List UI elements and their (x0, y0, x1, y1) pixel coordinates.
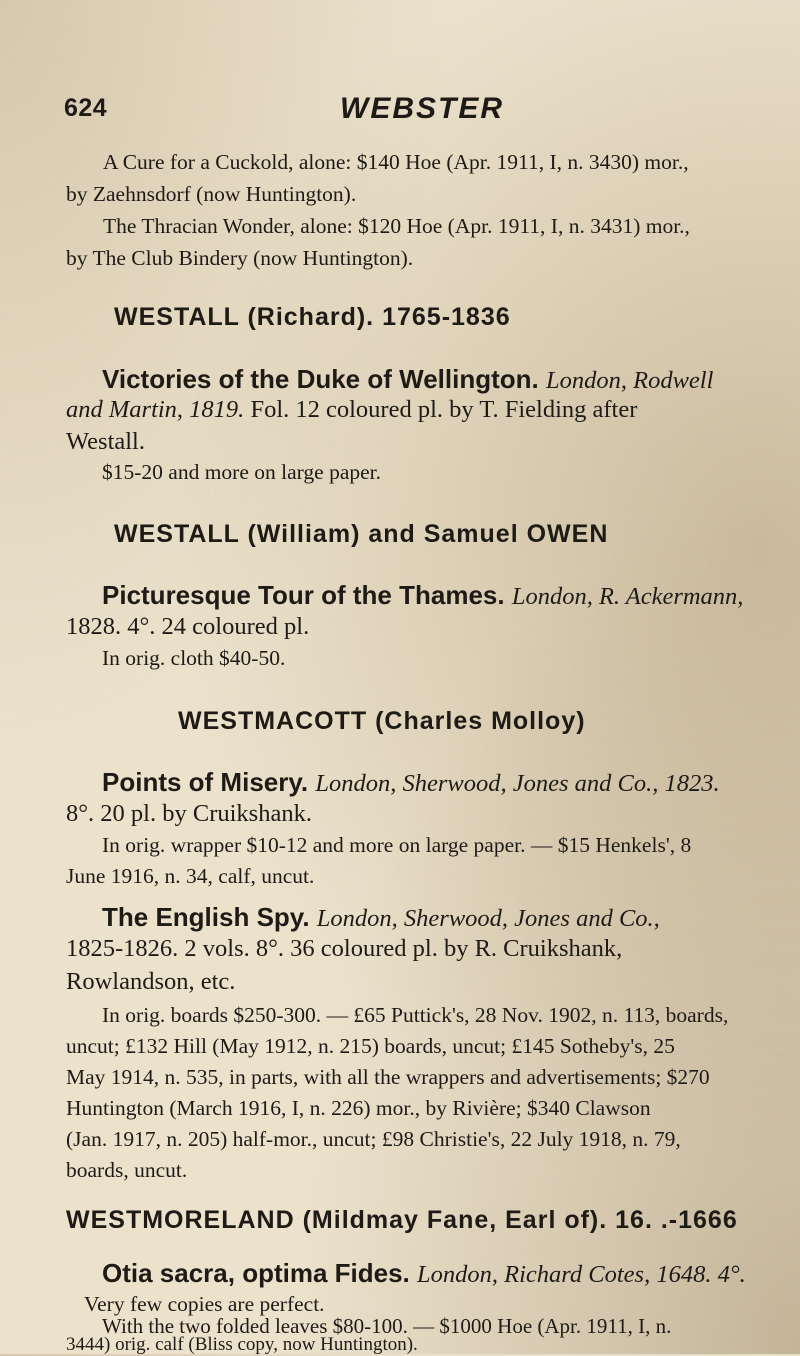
imprint: London, Rodwell (545, 367, 714, 394)
entry-title: Otia sacra, optima Fides. (102, 1258, 410, 1288)
price-note: uncut; £132 Hill (May 1912, n. 215) boards, uncut; £145 Sotheby's, 25 (66, 1034, 675, 1058)
price-note: With the two folded leaves $80-100. — $1000 Hoe (Apr. 1911, I, n. (102, 1314, 672, 1338)
imprint: London, Richard Cotes, 1648. 4°. (417, 1261, 746, 1288)
running-head: WEBSTER (340, 92, 504, 125)
price-note: 3444) orig. calf (Bliss copy, now Huntington). (66, 1334, 418, 1355)
imprint: and Martin, 1819. (66, 396, 245, 423)
page-number: 624 (64, 94, 108, 122)
entry-title-line (102, 580, 743, 611)
imprint: London, Sherwood, Jones and Co., (316, 905, 660, 932)
collation: 1828. 4°. 24 coloured pl. (66, 613, 310, 640)
entry-title: Picturesque Tour of the Thames. (102, 580, 505, 610)
price-note: In orig. boards $250-300. — £65 Puttick's, 28 Nov. 1902, n. 113, boards, (102, 1003, 729, 1027)
entry-title-line (102, 902, 660, 933)
entry-title: The English Spy. (102, 902, 310, 932)
entry-title-line (102, 767, 720, 798)
entry-title-line (102, 364, 713, 395)
price-note: May 1914, n. 535, in parts, with all the wrappers and advertisements; $270 (66, 1065, 710, 1089)
page-header (64, 94, 744, 134)
collation: Fol. 12 coloured pl. by T. Fielding after (250, 396, 638, 423)
entry-title-line (102, 1258, 746, 1289)
author-heading: WESTMORELAND (Mildmay Fane, Earl of). 16. .-1666 (66, 1206, 738, 1234)
price-note: In orig. wrapper $10-12 and more on large paper. — $15 Henkels', 8 (102, 833, 692, 857)
entry-title: Points of Misery. (102, 767, 309, 797)
author-heading: WESTALL (William) and Samuel OWEN (114, 520, 609, 548)
price-note: In orig. cloth $40-50. (102, 646, 286, 670)
text-line: by The Club Bindery (now Huntington). (66, 246, 414, 270)
text-line: The Thracian Wonder, alone: $120 Hoe (Apr. 1911, I, n. 3431) mor., (103, 214, 690, 238)
author-heading: WESTMACOTT (Charles Molloy) (178, 707, 586, 735)
price-note: (Jan. 1917, n. 205) half-mor., uncut; £98 Christie's, 22 July 1918, n. 79, (66, 1127, 681, 1151)
entry-title: Victories of the Duke of Wellington. (102, 364, 539, 394)
imprint: London, Sherwood, Jones and Co., 1823. (315, 770, 720, 797)
collation: 1825-1826. 2 vols. 8°. 36 coloured pl. by R. Cruikshank, (66, 935, 623, 962)
entry-line: Westall. (66, 428, 145, 455)
collation: Rowlandson, etc. (66, 968, 236, 995)
entry-line (66, 396, 637, 424)
text-line: A Cure for a Cuckold, alone: $140 Hoe (Apr. 1911, I, n. 3430) mor., (103, 150, 689, 174)
imprint: London, R. Ackermann, (511, 583, 744, 610)
text-line: by Zaehnsdorf (now Huntington). (66, 182, 357, 206)
price-note: Very few copies are perfect. (84, 1292, 325, 1316)
price-note: boards, uncut. (66, 1158, 188, 1182)
author-heading: WESTALL (Richard). 1765-1836 (114, 303, 511, 331)
price-note: June 1916, n. 34, calf, uncut. (66, 864, 315, 888)
price-note: $15-20 and more on large paper. (102, 460, 382, 484)
collation: 8°. 20 pl. by Cruikshank. (66, 800, 312, 827)
price-note: Huntington (March 1916, I, n. 226) mor., by Rivière; $340 Clawson (66, 1096, 651, 1120)
